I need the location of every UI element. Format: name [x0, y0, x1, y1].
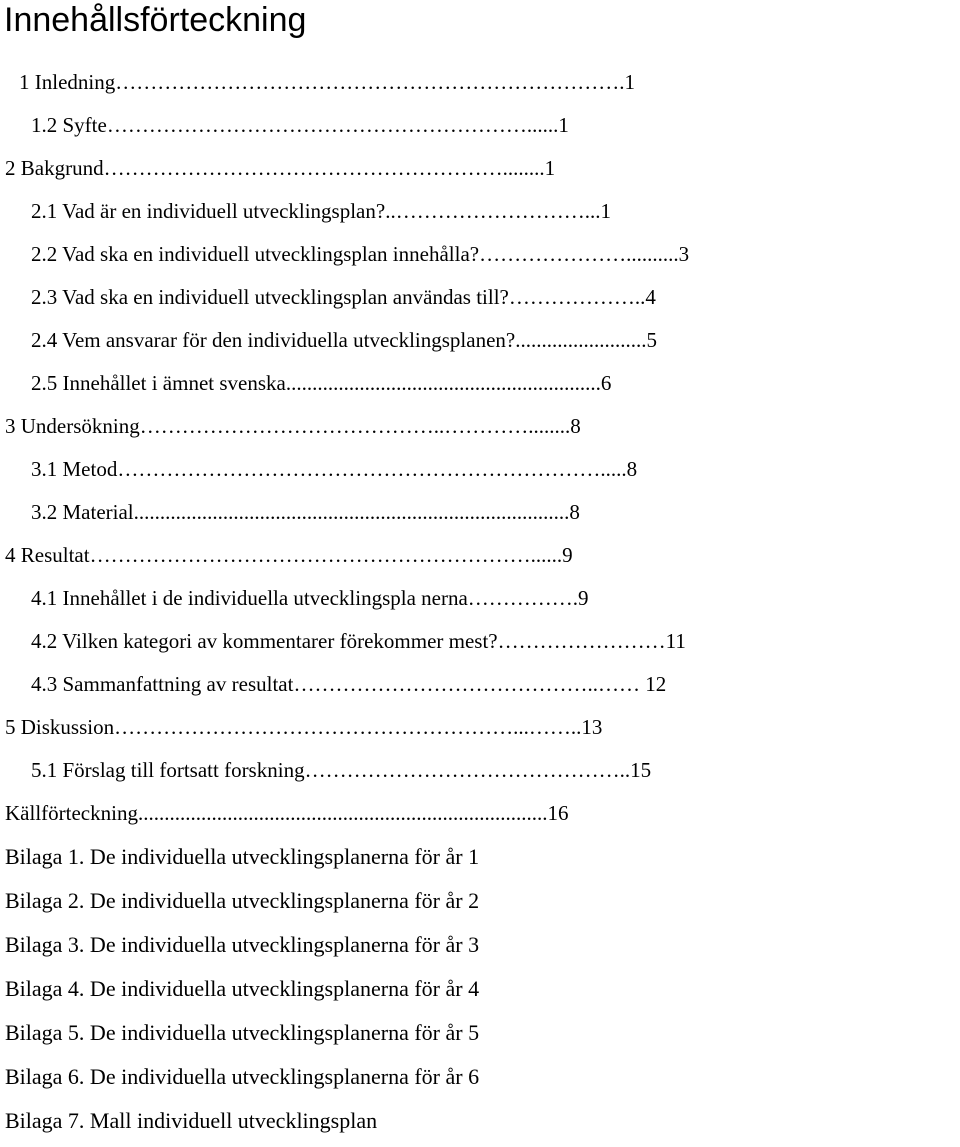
toc-entry-4-2[interactable]: 4.2 Vilken kategori av kommentarer förekommer mest?……………………11: [31, 629, 686, 653]
toc-entry-2-5[interactable]: 2.5 Innehållet i ämnet svenska............................................................6: [31, 371, 612, 395]
toc-entry-5[interactable]: 5 Diskussion…………………………………………………...……..13: [5, 715, 603, 739]
toc-entry-1[interactable]: 1 Inledning……………………………………………………………….1: [19, 70, 635, 94]
appendix-3[interactable]: Bilaga 3. De individuella utvecklingsplanerna för år 3: [5, 932, 480, 957]
toc-entry-sources[interactable]: Källförteckning..............................................................................16: [5, 801, 569, 825]
appendix-1[interactable]: Bilaga 1. De individuella utvecklingsplanerna för år 1: [5, 844, 480, 869]
page-title: Innehållsförteckning: [4, 1, 307, 39]
toc-entry-1-2[interactable]: 1.2 Syfte……………………………………………………......1: [31, 113, 569, 137]
toc-entry-2-2[interactable]: 2.2 Vad ska en individuell utvecklingsplan innehålla?…………………..........3: [31, 242, 690, 266]
appendix-4[interactable]: Bilaga 4. De individuella utvecklingsplanerna för år 4: [5, 976, 480, 1001]
toc-entry-4-1[interactable]: 4.1 Innehållet i de individuella utvecklingspla nerna…………….9: [31, 586, 589, 610]
toc-entry-3-1[interactable]: 3.1 Metod…………………………………………………………….....8: [31, 457, 638, 481]
toc-entry-3[interactable]: 3 Undersökning……………………………………..…………........8: [5, 414, 581, 438]
appendix-6[interactable]: Bilaga 6. De individuella utvecklingsplanerna för år 6: [5, 1064, 480, 1089]
toc-entry-2-3[interactable]: 2.3 Vad ska en individuell utvecklingsplan användas till?………………..4: [31, 285, 656, 309]
toc-entry-5-1[interactable]: 5.1 Förslag till fortsatt forskning………………………………………..15: [31, 758, 652, 782]
appendix-7[interactable]: Bilaga 7. Mall individuell utvecklingsplan: [5, 1108, 378, 1133]
appendix-2[interactable]: Bilaga 2. De individuella utvecklingsplanerna för år 2: [5, 888, 480, 913]
toc-entry-2[interactable]: 2 Bakgrund…………………………………………………........1: [5, 156, 556, 180]
toc-entry-2-1[interactable]: 2.1 Vad är en individuell utvecklingsplan?..………………………...1: [31, 199, 611, 223]
toc-entry-3-2[interactable]: 3.2 Material...................................................................................8: [31, 500, 580, 524]
toc-entry-2-4[interactable]: 2.4 Vem ansvarar för den individuella utvecklingsplanen?.........................5: [31, 328, 657, 352]
toc-entry-4[interactable]: 4 Resultat………………………………………………………......9: [5, 543, 573, 567]
toc-entry-4-3[interactable]: 4.3 Sammanfattning av resultat……………………………………..…… 12: [31, 672, 667, 696]
appendix-5[interactable]: Bilaga 5. De individuella utvecklingsplanerna för år 5: [5, 1020, 480, 1045]
